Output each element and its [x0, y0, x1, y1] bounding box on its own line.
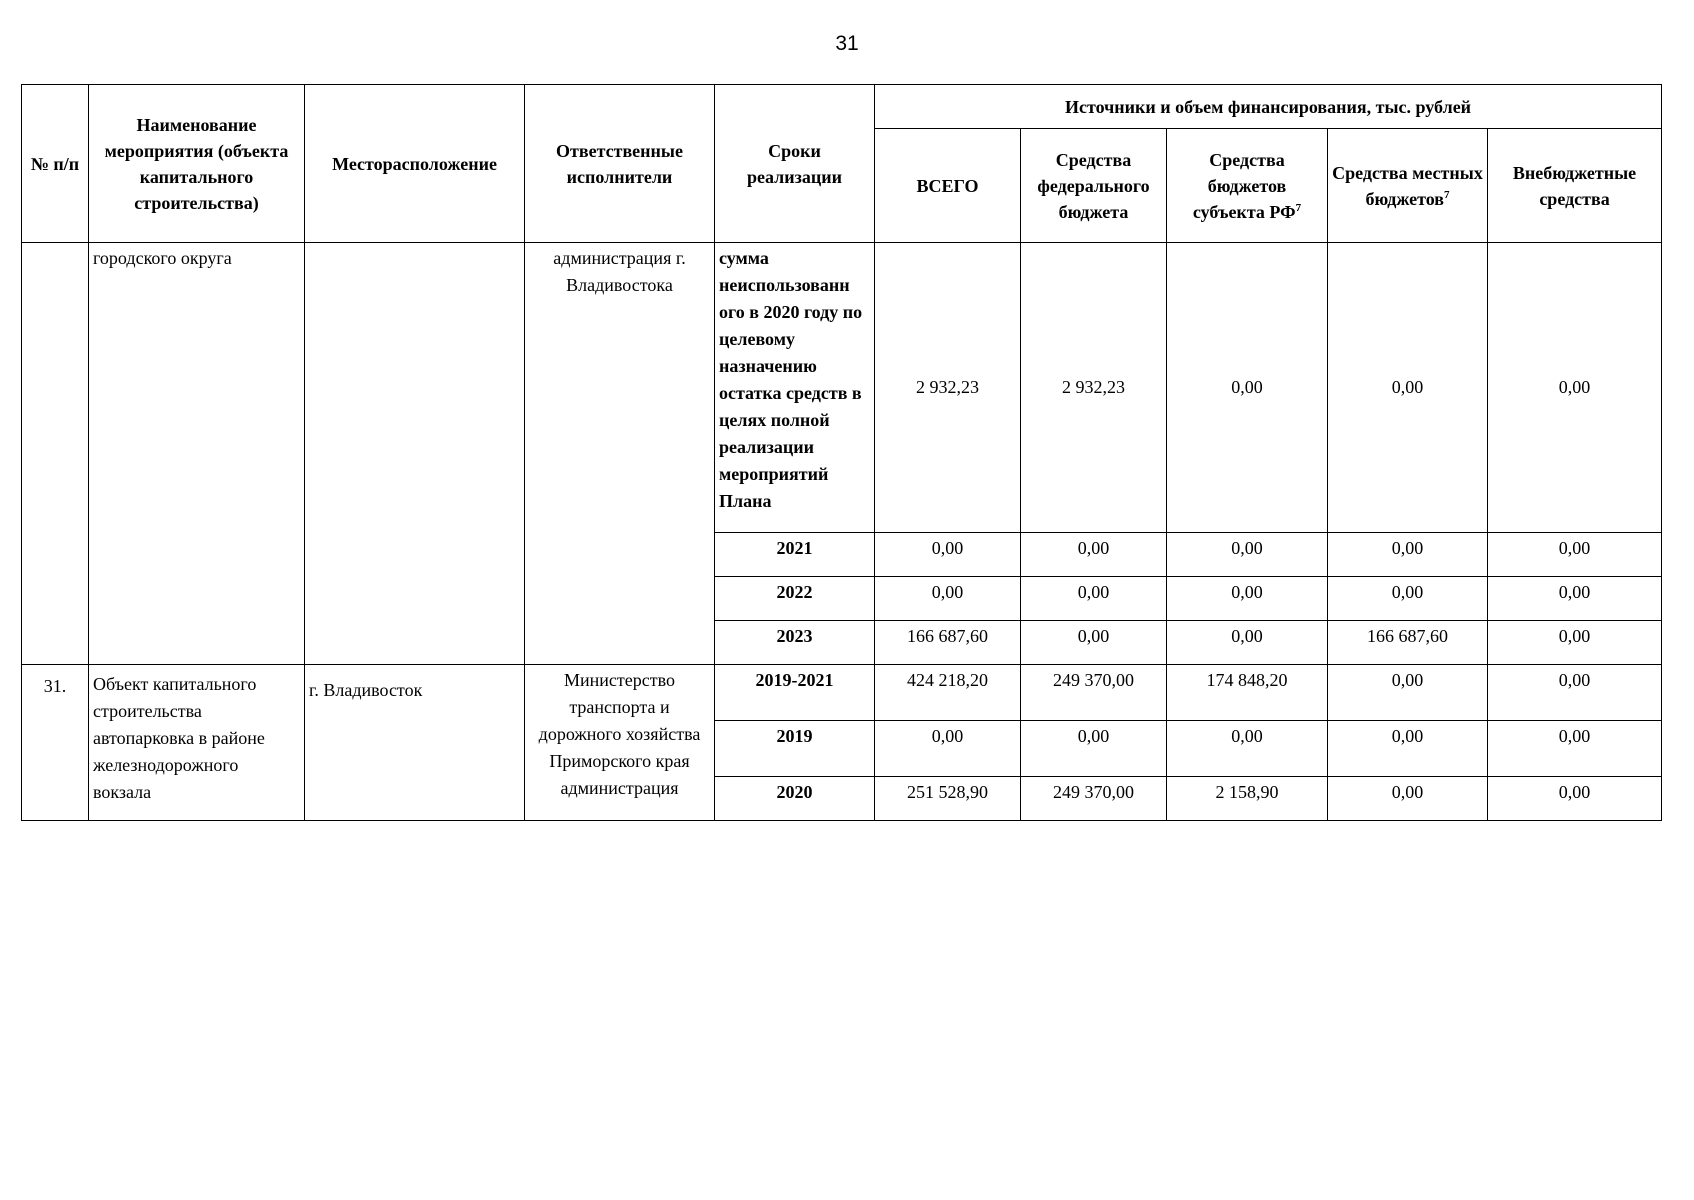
- cell-subject: 0,00: [1167, 533, 1328, 577]
- cell-location: г. Владивосток: [305, 665, 525, 821]
- cell-name: Объект капитального строительства автопарковка в районе железнодорожного вокзала: [89, 665, 305, 821]
- cell-total: 2 932,23: [875, 243, 1021, 533]
- cell-period: 2019: [715, 721, 875, 777]
- cell-responsible: администрация г. Владивостока: [525, 243, 715, 665]
- cell-local: 0,00: [1328, 721, 1488, 777]
- header-local-sup: 7: [1444, 188, 1450, 201]
- cell-responsible: Министерство транспорта и дорожного хозяйства Приморского края администрация: [525, 665, 715, 821]
- cell-offbudget: 0,00: [1488, 721, 1662, 777]
- header-total: ВСЕГО: [875, 129, 1021, 243]
- cell-subject: 0,00: [1167, 243, 1328, 533]
- financing-table: [21, 84, 1662, 821]
- page-number: 31: [835, 32, 859, 55]
- cell-total: 0,00: [875, 577, 1021, 621]
- cell-subject: 174 848,20: [1167, 665, 1328, 721]
- cell-local: 0,00: [1328, 577, 1488, 621]
- header-period: Сроки реализации: [715, 85, 875, 243]
- cell-local: 0,00: [1328, 777, 1488, 821]
- header-row-top: [22, 85, 1662, 129]
- header-local-text: Средства местных бюджетов: [1332, 162, 1483, 209]
- cell-offbudget: 0,00: [1488, 777, 1662, 821]
- cell-period: 2021: [715, 533, 875, 577]
- header-num: № п/п: [22, 85, 89, 243]
- cell-period: 2019-2021: [715, 665, 875, 721]
- cell-total: 0,00: [875, 721, 1021, 777]
- cell-local: 0,00: [1328, 243, 1488, 533]
- cell-num: 31.: [22, 665, 89, 821]
- cell-federal: 0,00: [1021, 721, 1167, 777]
- cell-federal: 249 370,00: [1021, 665, 1167, 721]
- header-name: Наименование мероприятия (объекта капитального строительства): [89, 85, 305, 243]
- cell-offbudget: 0,00: [1488, 243, 1662, 533]
- cell-federal: 0,00: [1021, 533, 1167, 577]
- cell-subject: 0,00: [1167, 721, 1328, 777]
- cell-federal: 249 370,00: [1021, 777, 1167, 821]
- cell-total: 424 218,20: [875, 665, 1021, 721]
- cell-offbudget: 0,00: [1488, 533, 1662, 577]
- header-subject-text: Средства бюджетов субъекта РФ: [1192, 149, 1296, 222]
- cell-period: 2023: [715, 621, 875, 665]
- cell-offbudget: 0,00: [1488, 577, 1662, 621]
- cell-subject: 0,00: [1167, 577, 1328, 621]
- header-local: [1328, 129, 1488, 243]
- cell-offbudget: 0,00: [1488, 665, 1662, 721]
- header-location: Месторасположение: [305, 85, 525, 243]
- cell-federal: 0,00: [1021, 577, 1167, 621]
- cell-local: 0,00: [1328, 533, 1488, 577]
- cell-num: [22, 243, 89, 665]
- header-subject: [1167, 129, 1328, 243]
- cell-name: городского округа: [89, 243, 305, 665]
- header-funding: Источники и объем финансирования, тыс. рублей: [875, 85, 1662, 129]
- cell-period: 2022: [715, 577, 875, 621]
- cell-subject: 2 158,90: [1167, 777, 1328, 821]
- cell-total: 251 528,90: [875, 777, 1021, 821]
- cell-period: сумма неиспользованн ого в 2020 году по целевому назначению остатка средств в целях полной реализации мероприятий Плана: [715, 243, 875, 533]
- table-row: [22, 243, 1662, 533]
- cell-subject: 0,00: [1167, 621, 1328, 665]
- header-subject-sup: 7: [1295, 201, 1302, 214]
- cell-total: 0,00: [875, 533, 1021, 577]
- cell-local: 0,00: [1328, 665, 1488, 721]
- table-row: [22, 665, 1662, 721]
- cell-total: 166 687,60: [875, 621, 1021, 665]
- cell-federal: 0,00: [1021, 621, 1167, 665]
- cell-offbudget: 0,00: [1488, 621, 1662, 665]
- cell-location: [305, 243, 525, 665]
- cell-local: 166 687,60: [1328, 621, 1488, 665]
- header-responsible: Ответственные исполнители: [525, 85, 715, 243]
- cell-period: 2020: [715, 777, 875, 821]
- header-federal: Средства федерального бюджета: [1021, 129, 1167, 243]
- cell-federal: 2 932,23: [1021, 243, 1167, 533]
- header-offbudget: Внебюджетные средства: [1488, 129, 1662, 243]
